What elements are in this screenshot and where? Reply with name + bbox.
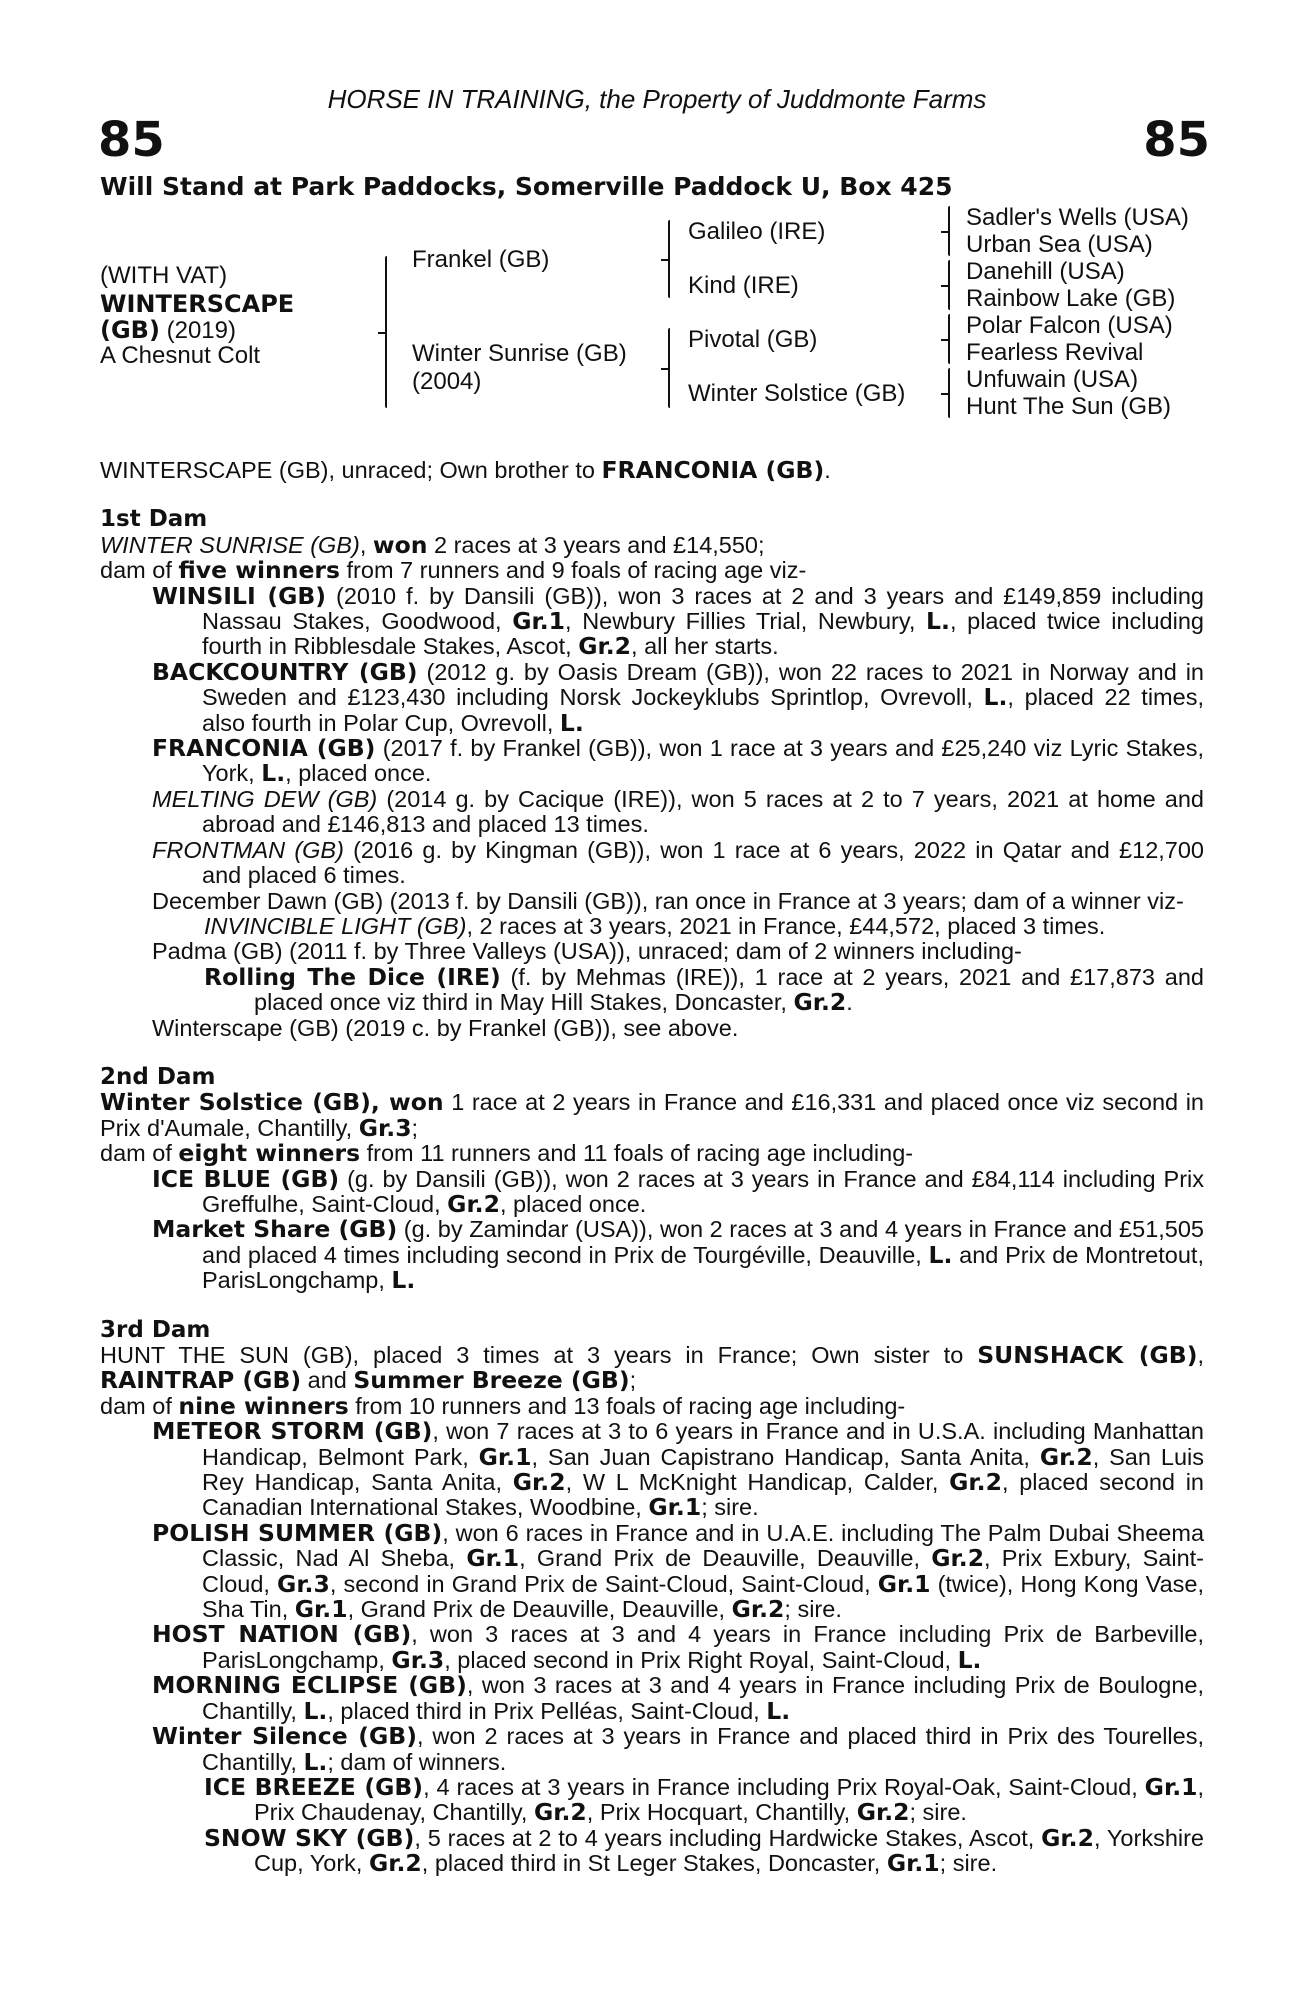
progeny-winter-silence: Winter Silence (GB), won 2 races at 3 years in France and placed third in Prix des Tourelles, Chantilly, L.; dam of winners. [152, 1722, 1204, 1776]
second-dam-produce-line: dam of eight winners from 11 runners and 11 foals of racing age including- [100, 1139, 914, 1168]
pedigree-brace-g3 [948, 314, 950, 364]
progeny-winsili: WINSILI (GB) (2010 f. by Dansili (GB)), won 3 races at 2 and 3 years and £149,859 including Nassau Stakes, Goodwood, Gr.1, Newbury Fillies Trial, Newbury, L., placed twice including fourth in Ribblesdale Stakes, Ascot, Gr.2, all her starts. [152, 581, 1204, 661]
pedigree-brace-sire [668, 220, 670, 298]
progeny-december-dawn: December Dawn (GB) (2013 f. by Dansili (GB)), ran once in France at 3 years; dam of a winner viz- [152, 887, 1184, 914]
third-dam-produce-line: dam of nine winners from 10 runners and 13 foals of racing age including- [100, 1391, 906, 1420]
grandprogeny-ice-breeze: ICE BREEZE (GB), 4 races at 3 years in France including Prix Royal-Oak, Saint-Cloud, Gr.1, Prix Chaudenay, Chantilly, Gr.2, Prix Hocquart, Chantilly, Gr.2; sire. [204, 1772, 1205, 1827]
page-header-title: HORSE IN TRAINING, the Property of Juddmonte Farms [327, 84, 987, 114]
grandprogeny-rolling-the-dice: Rolling The Dice (IRE) (f. by Mehmas (IRE)), 1 race at 2 years, 2021 and £17,873 and placed once viz third in May Hill Stakes, Doncaster, Gr.2. [204, 962, 1204, 1017]
lot-number-left: 85 [98, 112, 165, 168]
second-dam-heading: 2nd Dam [100, 1063, 216, 1090]
pedigree-brace-main [385, 256, 387, 408]
grandparent-7: Unfuwain (USA) [966, 366, 1139, 393]
progeny-franconia: FRANCONIA (GB) (2017 f. by Frankel (GB)), won 1 race at 3 years and £25,240 viz Lyric Stakes, York, L., placed once. [152, 734, 1204, 788]
horse-name-line [100, 290, 294, 319]
progeny-frontman: FRONTMAN (GB) (2016 g. by Kingman (GB)), won 1 race at 6 years, 2022 in Qatar and £12,700 and placed 6 times. [152, 836, 1204, 889]
third-dam-line: HUNT THE SUN (GB), placed 3 times at 3 years in France; Own sister to SUNSHACK (GB), RAINTRAP (GB) and Summer Breeze (GB); [100, 1341, 1204, 1395]
progeny-winterscape: Winterscape (GB) (2019 c. by Frankel (GB)), see above. [152, 1014, 739, 1041]
progeny-ice-blue: ICE BLUE (GB) (g. by Dansili (GB)), won 2 races at 3 years in France and £84,114 including Prix Greffulhe, Saint-Cloud, Gr.2, placed once. [152, 1164, 1204, 1218]
progeny-meteor-storm: METEOR STORM (GB), won 7 races at 3 to 6 years in France and in U.S.A. including Manhattan Handicap, Belmont Park, Gr.1, San Juan Capistrano Handicap, Santa Anita, Gr.2, San Luis Rey Handicap, Santa Anita, Gr.2, W L McKnight Handicap, Calder, Gr.2, placed second in Canadian International Stakes, Woodbine, Gr.1; sire. [152, 1417, 1205, 1522]
first-dam-heading: 1st Dam [100, 506, 208, 533]
progeny-padma: Padma (GB) (2011 f. by Three Valleys (USA)), unraced; dam of 2 winners including- [152, 938, 1022, 965]
grandparent-4: Rainbow Lake (GB) [966, 285, 1176, 312]
dam-dam: Winter Solstice (GB) [688, 380, 906, 407]
grandprogeny-invincible-light: INVINCIBLE LIGHT (GB), 2 races at 3 years, 2021 in France, £44,572, placed 3 times. [204, 912, 1106, 939]
horse-year: (2019) [159, 317, 236, 344]
first-dam-produce-line: dam of five winners from 7 runners and 9 foals of racing age viz- [100, 556, 807, 585]
progeny-market-share: Market Share (GB) (g. by Zamindar (USA)), won 2 races at 3 and 4 years in France and £51,505 and placed 4 times including second in Prix de Tourgéville, Deauville, L. and Prix de Montretout, ParisLongchamp, L. [152, 1215, 1204, 1295]
third-dam-heading: 3rd Dam [100, 1316, 211, 1343]
pedigree-brace-g1 [948, 206, 950, 256]
grandprogeny-snow-sky: SNOW SKY (GB), 5 races at 2 to 4 years including Hardwicke Stakes, Ascot, Gr.2, Yorkshire Cup, York, Gr.2, placed third in St Leger Stakes, Doncaster, Gr.1; sire. [204, 1823, 1204, 1878]
pedigree-brace-dam [668, 328, 670, 408]
progeny-host-nation: HOST NATION (GB), won 3 races at 3 and 4 years in France including Prix de Barbeville, ParisLongchamp, Gr.3, placed second in Prix Right Royal, Saint-Cloud, L. [152, 1620, 1205, 1674]
grandparent-8: Hunt The Sun (GB) [966, 393, 1171, 420]
progeny-melting-dew: MELTING DEW (GB) (2014 g. by Cacique (IRE)), won 5 races at 2 to 7 years, 2021 at home and abroad and £146,813 and placed 13 times. [152, 785, 1205, 838]
sire-sire: Galileo (IRE) [688, 218, 826, 245]
first-dam-line: WINTER SUNRISE (GB), won 2 races at 3 years and £14,550; [100, 530, 765, 559]
pedigree-brace-g2 [948, 260, 950, 310]
horse-origin-line [100, 316, 236, 345]
grandparent-3: Danehill (USA) [966, 258, 1125, 285]
vat-note: (WITH VAT) [100, 262, 228, 289]
grandparent-5: Polar Falcon (USA) [966, 312, 1173, 339]
dam-sire: Pivotal (GB) [688, 326, 818, 353]
progeny-backcountry: BACKCOUNTRY (GB) (2012 g. by Oasis Dream (GB)), won 22 races to 2021 in Norway and in Sweden and £123,430 including Norsk Jockeyklubs Sprintlop, Ovrevoll, L., placed 22 times, also fourth in Polar Cup, Ovrevoll, L. [152, 657, 1204, 737]
horse-description: A Chesnut Colt [100, 342, 261, 369]
catalogue-body [100, 458, 1204, 1877]
sire-dam: Kind (IRE) [688, 272, 799, 299]
pedigree-brace-g4 [948, 368, 950, 418]
summary-line: WINTERSCAPE (GB), unraced; Own brother to FRANCONIA (GB). [100, 456, 831, 484]
dam-name: Winter Sunrise (GB) [412, 340, 627, 367]
horse-name: WINTERSCAPE [100, 290, 295, 318]
grandparent-6: Fearless Revival [966, 339, 1144, 366]
stand-location: Will Stand at Park Paddocks, Somerville Paddock U, Box 425 [100, 172, 953, 201]
horse-origin: (GB) [100, 316, 160, 344]
dam-year: (2004) [412, 368, 482, 395]
grandparent-2: Urban Sea (USA) [966, 231, 1153, 258]
progeny-morning-eclipse: MORNING ECLIPSE (GB), won 3 races at 3 and 4 years in France including Prix de Boulogne, Chantilly, L., placed third in Prix Pelléas, Saint-Cloud, L. [152, 1671, 1204, 1725]
lot-number-right: 85 [1143, 112, 1210, 168]
sire-name: Frankel (GB) [412, 246, 550, 273]
progeny-polish-summer: POLISH SUMMER (GB), won 6 races in France and in U.A.E. including The Palm Dubai Sheema Classic, Nad Al Sheba, Gr.1, Grand Prix de Deauville, Deauville, Gr.2, Prix Exbury, Saint-Cloud, Gr.3, second in Grand Prix de Saint-Cloud, Saint-Cloud, Gr.1 (twice), Hong Kong Vase, Sha Tin, Gr.1, Grand Prix de Deauville, Deauville, Gr.2; sire. [152, 1518, 1205, 1624]
grandparent-1: Sadler's Wells (USA) [966, 204, 1189, 231]
second-dam-line: Winter Solstice (GB), won 1 race at 2 years in France and £16,331 and placed once viz second in Prix d'Aumale, Chantilly, Gr.3; [100, 1088, 1204, 1142]
